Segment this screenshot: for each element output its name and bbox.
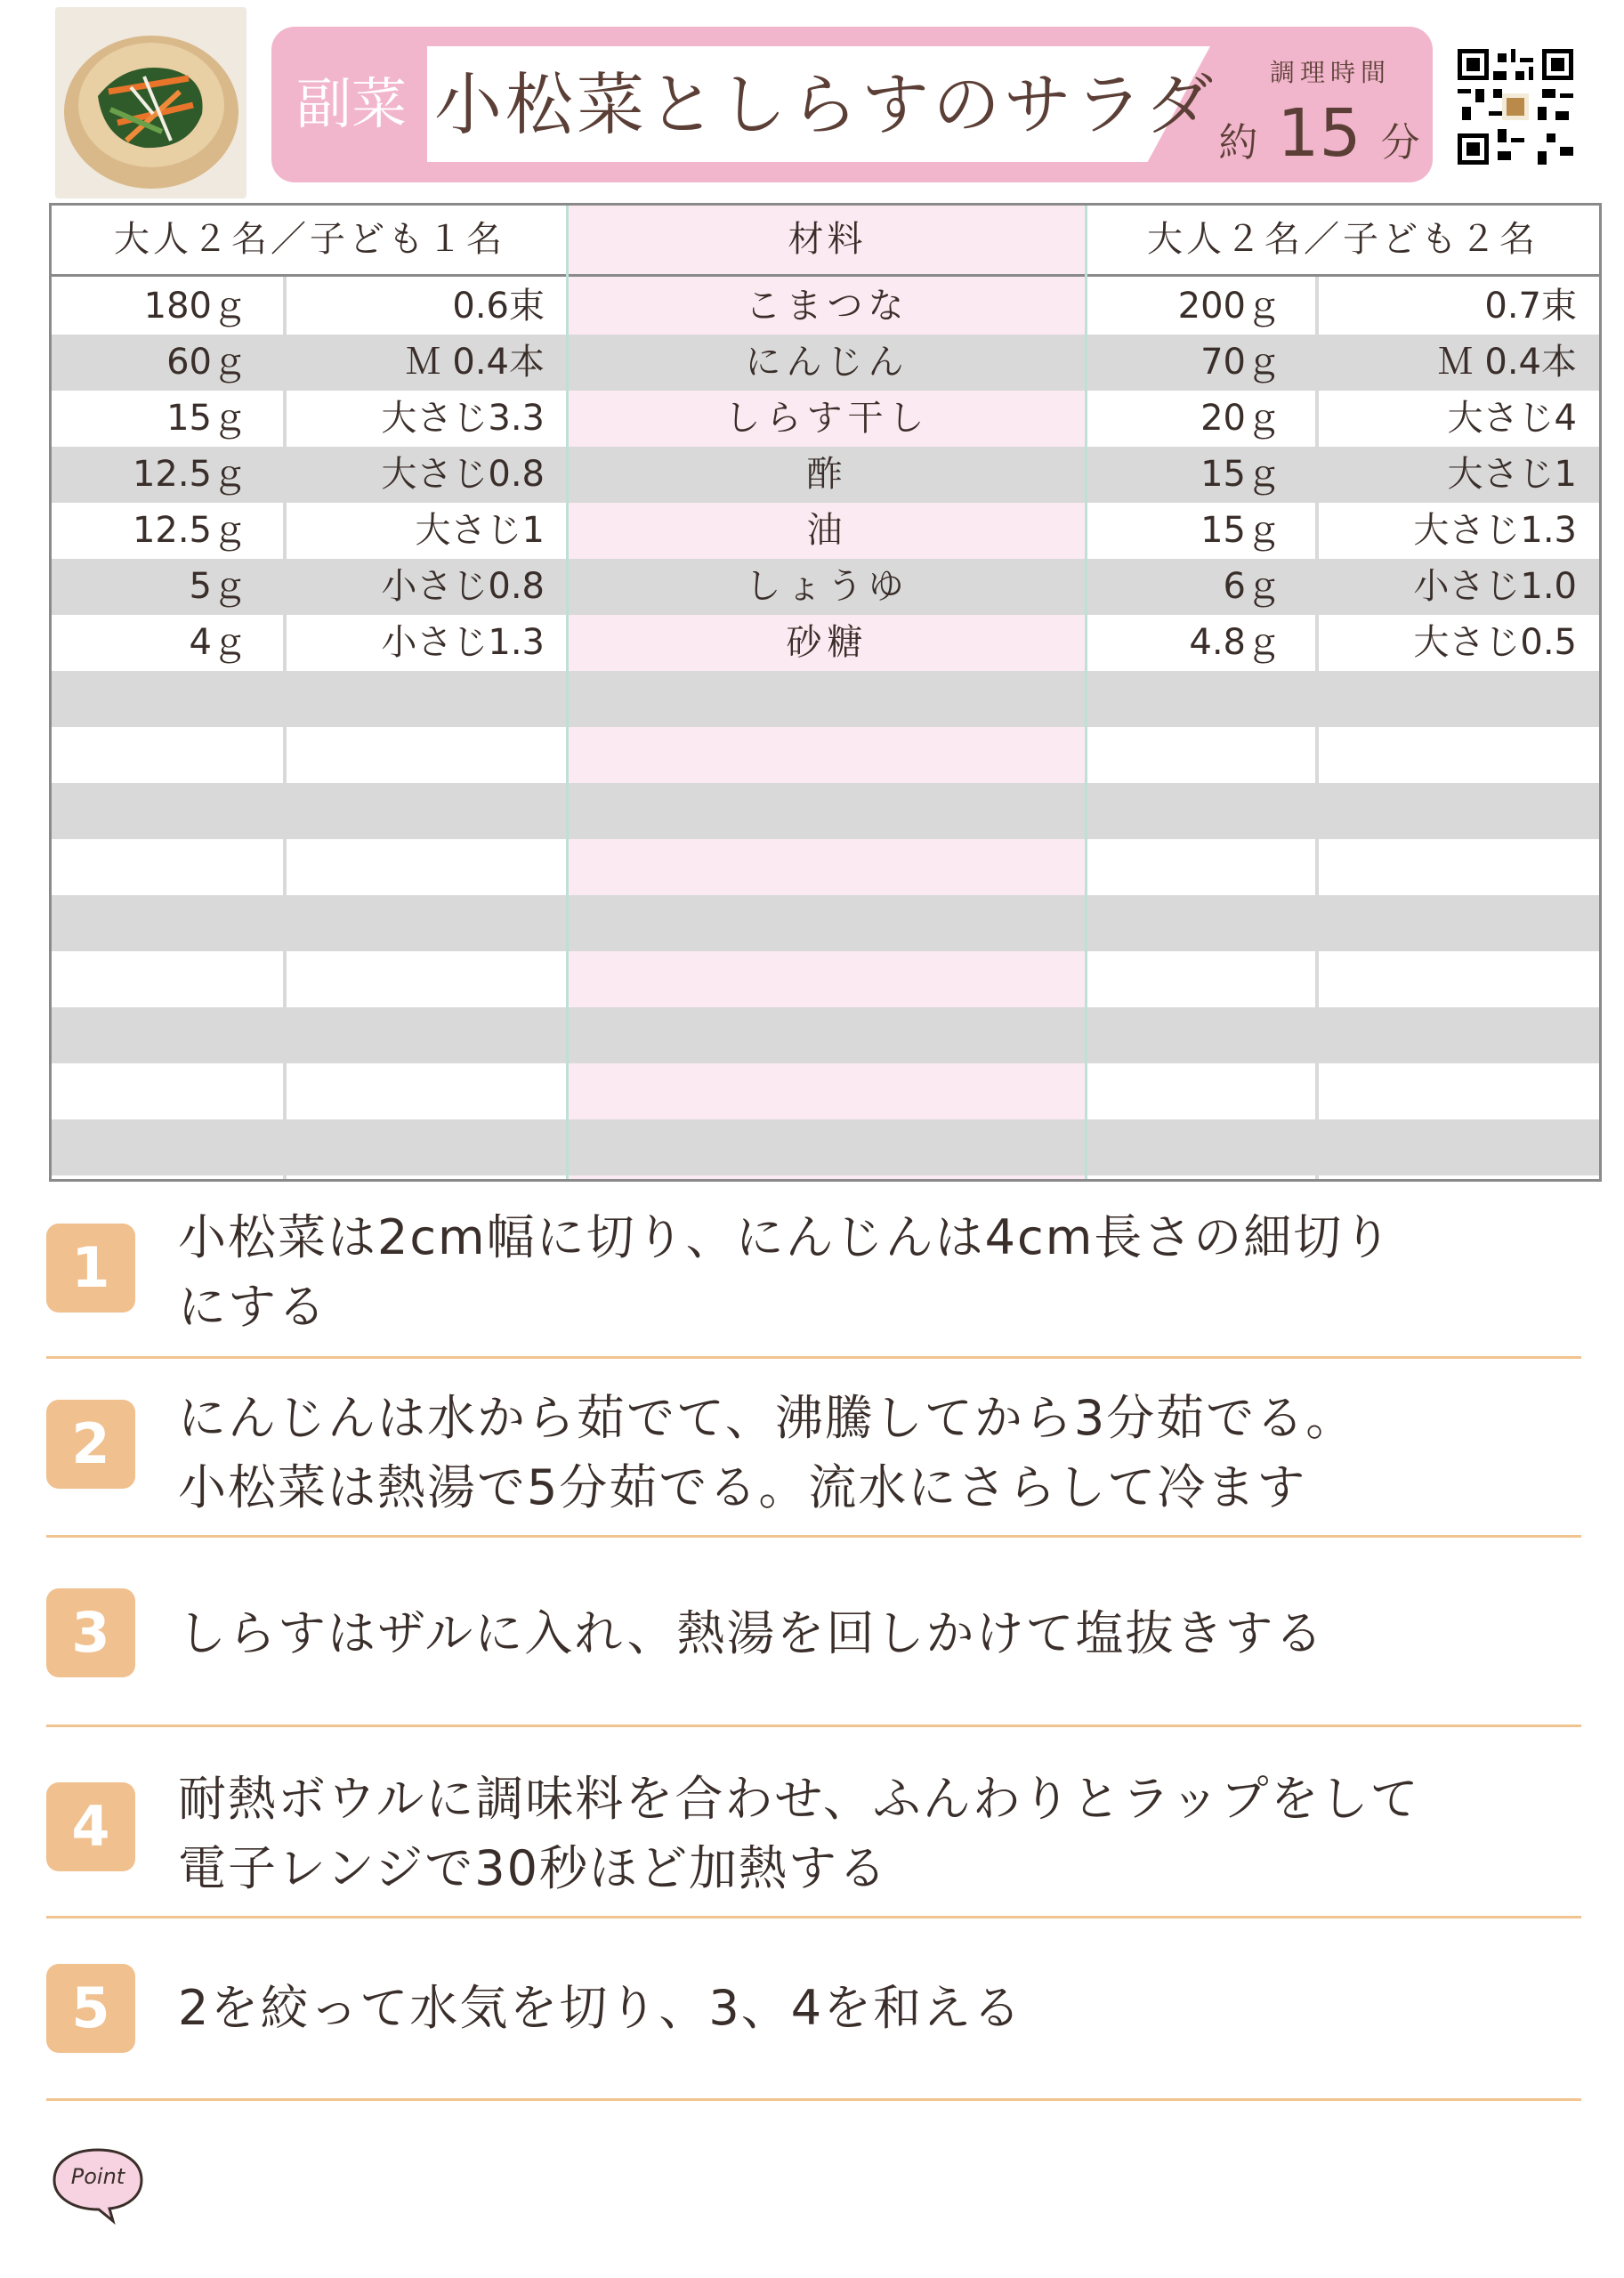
salad-bowl-image <box>55 7 246 198</box>
left-measure: 小さじ0.8 <box>381 566 545 607</box>
step-1-line2: にする <box>178 1279 327 1335</box>
left-measure: 大さじ0.8 <box>381 454 545 495</box>
step-divider <box>46 1916 1581 1919</box>
left-grams: 180ｇ <box>143 286 247 327</box>
step-3-text <box>178 1599 1566 1668</box>
left-grams: 5ｇ <box>189 566 247 607</box>
time-value: 15 <box>1277 95 1361 172</box>
step-2-line2: 小松菜は熱湯で5分茹でる。流水にさらして冷ます <box>178 1459 1307 1515</box>
ingredient-name: にんじん <box>745 342 909 383</box>
header-right: 大人２名／子ども２名 <box>1147 219 1539 260</box>
left-grams: 12.5ｇ <box>132 510 247 551</box>
left-grams: 15ｇ <box>166 398 247 439</box>
header-left: 大人２名／子ども１名 <box>114 219 505 260</box>
ingredient-table <box>49 203 1602 1182</box>
ingredient-name: こまつな <box>745 286 909 327</box>
step-1-number: 1 <box>46 1224 135 1313</box>
qr-code-icon[interactable] <box>1458 49 1573 165</box>
step-divider <box>46 1535 1581 1538</box>
left-measure: 0.6束 <box>452 286 545 327</box>
left-measure: 大さじ3.3 <box>381 398 545 439</box>
step-2-number: 2 <box>46 1400 135 1489</box>
divider-left <box>566 206 569 1179</box>
right-measure: 大さじ1.3 <box>1413 510 1577 551</box>
divider-right <box>1085 206 1087 1179</box>
ingredient-name: 酢 <box>806 454 848 495</box>
right-measure: Ｍ 0.4本 <box>1437 342 1577 383</box>
step-4-number: 4 <box>46 1782 135 1871</box>
right-grams: 15ｇ <box>1200 454 1281 495</box>
right-grams: 15ｇ <box>1200 510 1281 551</box>
right-grams: 4.8ｇ <box>1189 622 1281 663</box>
step-divider <box>46 1725 1581 1727</box>
step-2-text <box>178 1384 1566 1523</box>
right-measure: 大さじ1 <box>1447 454 1577 495</box>
step-5-text <box>178 1974 1566 2043</box>
category-label: 副菜 <box>295 71 407 136</box>
left-measure: Ｍ 0.4本 <box>405 342 545 383</box>
divider-left-inner <box>283 277 287 1179</box>
right-measure: 大さじ0.5 <box>1413 622 1577 663</box>
step-4-line2: 電子レンジで30秒ほど加熱する <box>178 1840 889 1896</box>
step-5-line1: 2を絞って水気を切り、3、4を和える <box>178 1980 1023 2036</box>
right-measure: 大さじ4 <box>1447 398 1577 439</box>
right-grams: 200ｇ <box>1177 286 1281 327</box>
left-measure: 小さじ1.3 <box>381 622 545 663</box>
right-measure: 0.7束 <box>1484 286 1577 327</box>
step-3-line1: しらすはザルに入れ、熱湯を回しかけて塩抜きする <box>178 1605 1325 1661</box>
point-label: Point <box>70 2164 125 2189</box>
ingredient-name: しらす干し <box>724 398 930 439</box>
cooking-time-label: 調理時間 <box>1269 58 1391 87</box>
time-prefix: 約 <box>1218 120 1258 166</box>
left-grams: 12.5ｇ <box>132 454 247 495</box>
right-grams: 6ｇ <box>1223 566 1281 607</box>
header-middle: 材料 <box>788 219 867 260</box>
ingredient-name: 砂糖 <box>786 622 869 663</box>
step-4-line1: 耐熱ボウルに調味料を合わせ、ふんわりとラップをして <box>178 1771 1420 1827</box>
step-1-line1: 小松菜は2cm幅に切り、にんじんは4cm長さの細切り <box>178 1209 1394 1265</box>
step-1-text <box>178 1203 1566 1342</box>
right-measure: 小さじ1.0 <box>1413 566 1577 607</box>
time-unit: 分 <box>1380 120 1420 166</box>
point-badge <box>49 2145 147 2225</box>
step-2-line1: にんじんは水から茹でて、沸騰してから3分茹でる。 <box>178 1390 1356 1446</box>
cooking-time <box>1210 93 1428 174</box>
step-4-text <box>178 1765 1566 1903</box>
step-divider <box>46 1356 1581 1359</box>
recipe-title: 小松菜としらすのサラダ <box>434 65 1217 144</box>
divider-right-inner <box>1315 277 1319 1179</box>
left-grams: 4ｇ <box>189 622 247 663</box>
dish-photo <box>55 7 246 198</box>
right-grams: 70ｇ <box>1200 342 1281 383</box>
ingredient-name: 油 <box>806 510 848 551</box>
step-3-number: 3 <box>46 1588 135 1677</box>
step-5-number: 5 <box>46 1964 135 2053</box>
left-measure: 大さじ1 <box>415 510 545 551</box>
ingredient-name: しょうゆ <box>745 566 909 607</box>
right-grams: 20ｇ <box>1200 398 1281 439</box>
left-grams: 60ｇ <box>166 342 247 383</box>
step-divider <box>46 2098 1581 2101</box>
